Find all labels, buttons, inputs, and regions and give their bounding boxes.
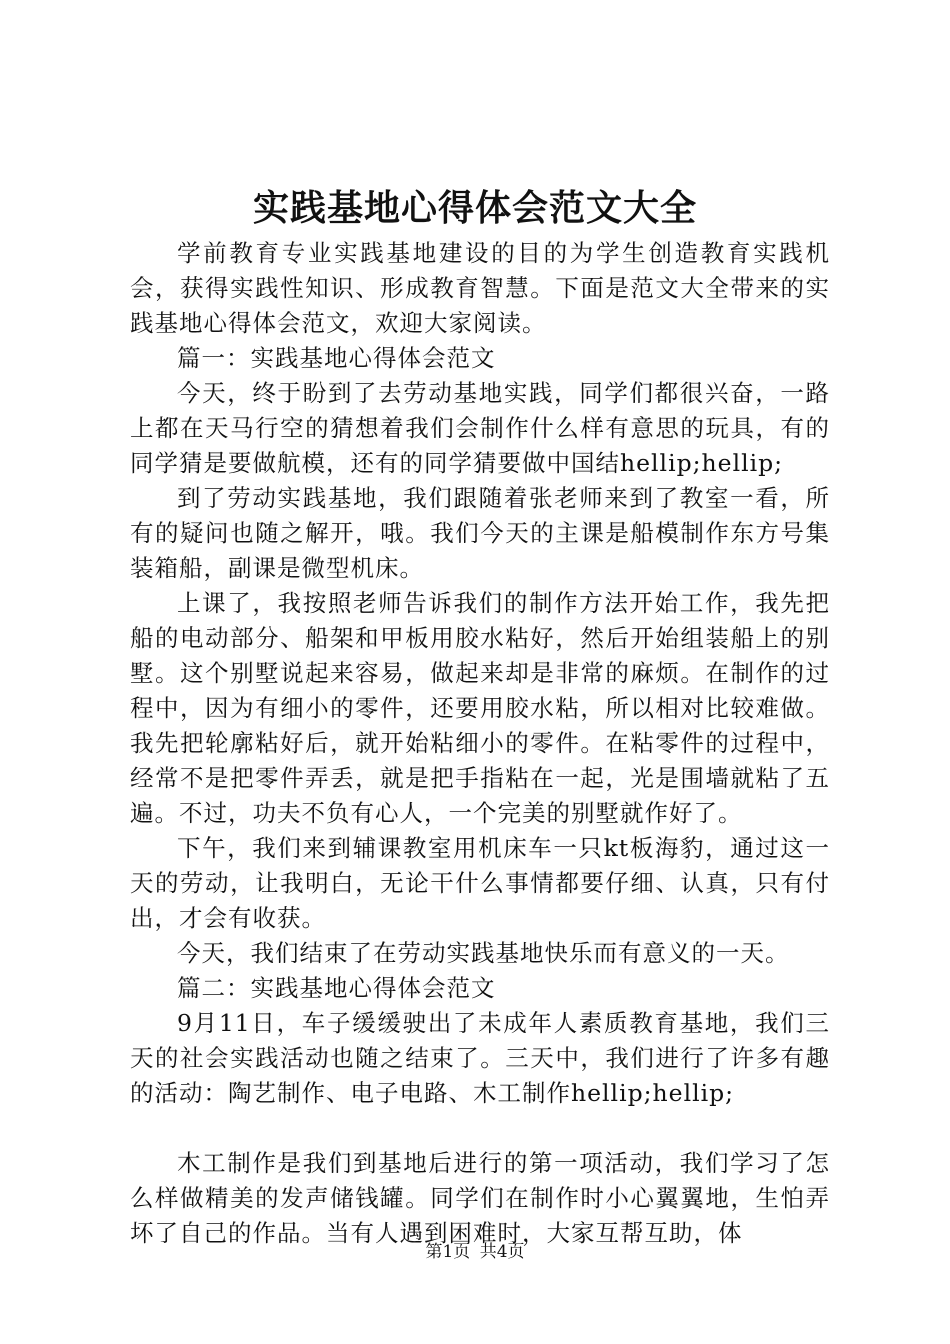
document-body xyxy=(130,236,830,1251)
page-total: 共4页 xyxy=(479,1242,525,1262)
paragraph: 今天，终于盼到了去劳动基地实践，同学们都很兴奋，一路上都在天马行空的猜想着我们会制作什么样有意思的玩具，有的同学猜是要做航模，还有的同学猜要做中国结hellip;hellip; xyxy=(130,379,830,477)
document-title: 实践基地心得体会范文大全 xyxy=(252,188,697,229)
section-heading-2: 篇二：实践基地心得体会范文 xyxy=(177,974,496,1002)
paragraph: 上课了，我按照老师告诉我们的制作方法开始工作，我先把船的电动部分、船架和甲板用胶水粘好，然后开始组装船上的别墅。这个别墅说起来容易，做起来却是非常的麻烦。在制作的过程中，因为有细小的零件，还要用胶水粘，所以相对比较难做。我先把轮廓粘好后，就开始粘细小的零件。在粘零件的过程中，经常不是把零件弄丢，就是把手指粘在一起，光是围墙就粘了五遍。不过，功夫不负有心人，一个完美的别墅就作好了。 xyxy=(130,589,830,827)
page-footer xyxy=(0,1240,950,1264)
page-number: 第1页 xyxy=(425,1242,471,1262)
paragraph: 9月11日，车子缓缓驶出了未成年人素质教育基地，我们三天的社会实践活动也随之结束了。三天中，我们进行了许多有趣的活动：陶艺制作、电子电路、木工制作hellip;hellip; xyxy=(130,1009,830,1107)
paragraph: 今天，我们结束了在劳动实践基地快乐而有意义的一天。 xyxy=(177,939,790,967)
paragraph: 到了劳动实践基地，我们跟随着张老师来到了教室一看，所有的疑问也随之解开，哦。我们今天的主课是船模制作东方号集装箱船，副课是微型机床。 xyxy=(130,484,830,582)
section-heading-1: 篇一：实践基地心得体会范文 xyxy=(177,344,496,372)
paragraph: 木工制作是我们到基地后进行的第一项活动，我们学习了怎么样做精美的发声储钱罐。同学们在制作时小心翼翼地，生怕弄坏了自己的作品。当有人遇到困难时，大家互帮互助，体 xyxy=(130,1149,830,1247)
paragraph: 下午，我们来到辅课教室用机床车一只kt板海豹，通过这一天的劳动，让我明白，无论干什么事情都要仔细、认真，只有付出，才会有收获。 xyxy=(130,834,830,932)
paragraph-intro: 学前教育专业实践基地建设的目的为学生创造教育实践机会，获得实践性知识、形成教育智慧。下面是范文大全带来的实践基地心得体会范文，欢迎大家阅读。 xyxy=(130,239,830,337)
